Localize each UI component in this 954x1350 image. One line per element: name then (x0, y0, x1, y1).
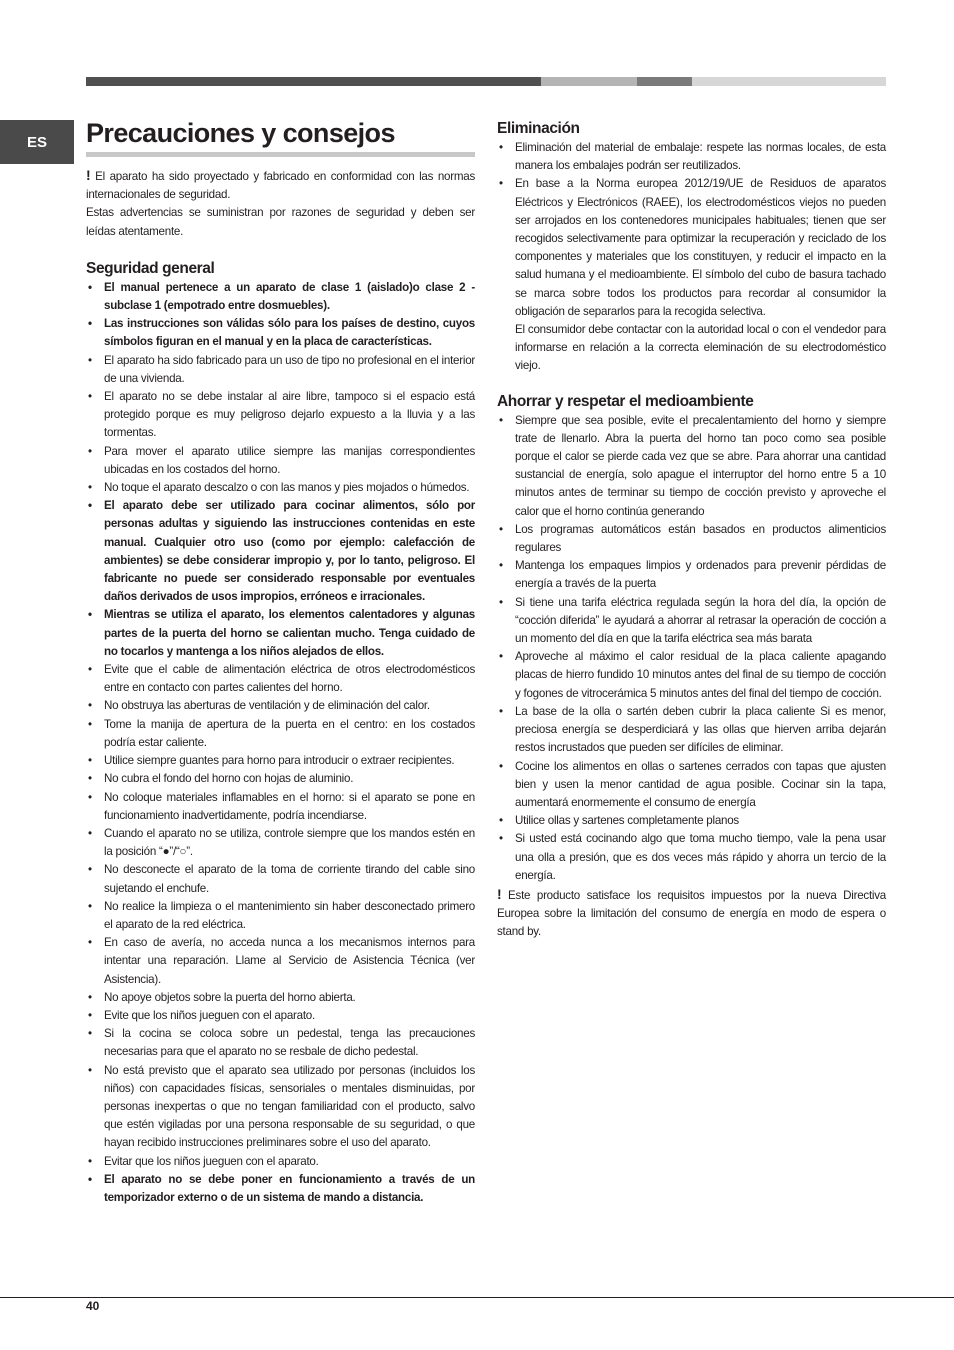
list-item: • Evite que el cable de alimentación eléctrica de otros electrodomésticos entre en contacto con partes calientes del horno. (86, 661, 475, 697)
list-item: • Las instrucciones son válidas sólo para los países de destino, cuyos símbolos figuran en el manual y en la placa de características. (86, 315, 475, 351)
list-item: • En caso de avería, no acceda nunca a los mecanismos internos para intentar una reparación. Llame al Servicio de Asistencia Técnica (ver Asistencia). (86, 934, 475, 989)
list-item: • No está previsto que el aparato sea utilizado por personas (incluidos los niños) con capacidades físicas, sensoriales o mentales disminuidas, por personas inexpertas o que no tengan familiaridad con el producto, salvo que estén vigiladas por una persona responsable de su seguridad, o que hayan recibido instrucciones preliminares sobre el uso del aparato. (86, 1062, 475, 1153)
list-item: • Evite que los niños jueguen con el aparato. (86, 1007, 475, 1025)
section-heading-seguridad: Seguridad general (86, 259, 215, 277)
intro-paragraph (86, 166, 475, 204)
list-item: • No realice la limpieza o el mantenimiento sin haber desconectado primero el aparato de la red eléctrica. (86, 898, 475, 934)
right-column (497, 119, 886, 942)
seguridad-list (86, 279, 475, 1207)
page-number: 40 (86, 1299, 100, 1313)
page-title: Precauciones y consejos (86, 116, 475, 157)
eliminacion-list (497, 139, 886, 321)
list-item: • Si tiene una tarifa eléctrica regulada según la hora del día, la opción de “cocción diferida” le ayudará a ahorrar al retrasar la operación de cocción a un momento del día en que la tarifa eléctrica sea más barata (497, 594, 886, 649)
list-item: • La base de la olla o sartén deben cubrir la placa caliente Si es menor, preciosa energía se desperdiciará y las ollas que hierven arriba dejarán restos incrustados que pueden ser difíciles de eliminar. (497, 703, 886, 758)
list-item: • En base a la Norma europea 2012/19/UE de Residuos de aparatos Eléctricos y Electrónicos (RAEE), los electrodomésticos viejos no pueden ser arrojados en los contenedores municipales habituales; tienen que ser recogidos selectivamente para optimizar la recuperación y reciclado de los componentes y materiales que los constituyen, y reducir el impacto en la salud humana y el medioambiente. El símbolo del cubo de basura tachado se marca sobre todos los productos para recordar al consumidor la obligación de separarlos para la recogida selectiva. (497, 175, 886, 321)
list-item: • Evitar que los niños jueguen con el aparato. (86, 1153, 475, 1171)
list-item: • No cubra el fondo del horno con hojas de aluminio. (86, 770, 475, 788)
list-item: • No desconecte el aparato de la toma de corriente tirando del cable sino sujetando el enchufe. (86, 861, 475, 897)
list-item: • Mantenga los empaques limpios y ordenados para prevenir pérdidas de energía a través de la puerta (497, 557, 886, 593)
list-item: • No toque el aparato descalzo o con las manos y pies mojados o húmedos. (86, 479, 475, 497)
list-item: • Utilice siempre guantes para horno para introducir o extraer recipientes. (86, 752, 475, 770)
list-item: • El aparato debe ser utilizado para cocinar alimentos, sólo por personas adultas y siguiendo las instrucciones contenidas en este manual. Cualquier otro uso (como por ejemplo: calefacción de ambientes) se debe considerar impropio y, por lo tanto, peligroso. El fabricante no puede ser considerado responsable por eventuales daños derivados de usos impropios, erróneos e irracionales. (86, 497, 475, 606)
intro-paragraph-2: Estas advertencias se suministran por razones de seguridad y deben ser leídas atentamente. (86, 206, 475, 238)
intro-text: El aparato ha sido proyectado y fabricado en conformidad con las normas internacionales de seguridad. (86, 170, 475, 202)
list-item: • Si la cocina se coloca sobre un pedestal, tenga las precauciones necesarias para que el aparato no se resbale de dicho pedestal. (86, 1025, 475, 1061)
final-note-text: Este producto satisface los requisitos impuestos por la nueva Directiva Europea sobre la limitación del consumo de energía en modo de espera o stand by. (497, 888, 886, 939)
header-bar-segment (637, 77, 692, 86)
list-item: • El aparato ha sido fabricado para un uso de tipo no profesional en el interior de una vivienda. (86, 352, 475, 388)
language-tab: ES (0, 120, 74, 164)
list-item: • Para mover el aparato utilice siempre las manijas correspondientes ubicadas en los costados del horno. (86, 443, 475, 479)
list-item: • Cuando el aparato no se utiliza, controle siempre que los mandos estén en la posición “●”/“○”. (86, 825, 475, 861)
warning-mark: ! (86, 167, 91, 183)
list-item: • Cocine los alimentos en ollas o sartenes cerrados con tapas que ajusten bien y usen la menor cantidad de agua posible. Cocinar sin la tapa, aumentará enormemente el consumo de energía (497, 758, 886, 813)
final-note (497, 885, 886, 942)
list-item: • No apoye objetos sobre la puerta del horno abierta. (86, 989, 475, 1007)
list-item: • Utilice ollas y sartenes completamente planos (497, 812, 886, 830)
list-item: • No coloque materiales inflamables en el horno: si el aparato se pone en funcionamiento inadvertidamente, podría incendiarse. (86, 789, 475, 825)
ahorrar-list (497, 412, 886, 885)
warning-mark: ! (497, 885, 502, 902)
list-item: • Si usted está cocinando algo que toma mucho tiempo, vale la pena usar una olla a presión, que es dos veces más rápido y ahorra un tercio de la energía. (497, 830, 886, 885)
section-heading-ahorrar: Ahorrar y respetar el medioambiente (497, 392, 754, 410)
list-item: • Aproveche al máximo el calor residual de la placa caliente apagando placas de hierro fundido 10 minutos antes del final de su tiempo de cocción y fogones de vitrocerámica 5 minutos antes del final del tiempo de cocción. (497, 648, 886, 703)
eliminacion-tail: El consumidor debe contactar con la autoridad local o con el vendedor para informarse en relación a la correcta eleminación de su electrodoméstico viejo. (515, 323, 886, 373)
list-item: • Mientras se utiliza el aparato, los elementos calentadores y algunas partes de la puerta del horno se calientan mucho. Tenga cuidado de no tocarlos y mantenga a los niños alejados de ellos. (86, 606, 475, 661)
header-bar-segment (541, 77, 637, 86)
list-item: • El aparato no se debe poner en funcionamiento a través de un temporizador externo o de un sistema de mando a distancia. (86, 1171, 475, 1207)
list-item: • Siempre que sea posible, evite el precalentamiento del horno y siempre trate de llenarlo. Abra la puerta del horno tan poco como sea posible porque el calor se pierde cada vez que se abre. Para ahorrar una cantidad sustancial de energía, solo apague el interruptor del horno entre 5 a 10 minutos antes de terminar su tiempo de cocción previsto y aproveche el calor que el horno continúa generando (497, 412, 886, 521)
header-color-bar (86, 77, 886, 86)
list-item: • El manual pertenece a un aparato de clase 1 (aislado)o clase 2 - subclase 1 (empotrado entre dosmuebles). (86, 279, 475, 315)
list-item: • Tome la manija de apertura de la puerta en el centro: en los costados podría estar caliente. (86, 716, 475, 752)
list-item: • El aparato no se debe instalar al aire libre, tampoco si el espacio está protegido porque es muy peligroso dejarlo expuesto a la lluvia y a las tormentas. (86, 388, 475, 443)
header-bar-segment (86, 77, 541, 86)
header-bar-segment (692, 77, 886, 86)
list-item: • No obstruya las aberturas de ventilación y de eliminación del calor. (86, 697, 475, 715)
left-column (86, 166, 475, 1207)
footer-rule (0, 1297, 954, 1298)
list-item: • Los programas automáticos están basados en productos alimenticios regulares (497, 521, 886, 557)
section-heading-eliminacion: Eliminación (497, 120, 580, 137)
list-item: • Eliminación del material de embalaje: respete las normas locales, de esta manera los embalajes podrán ser reutilizados. (497, 139, 886, 175)
